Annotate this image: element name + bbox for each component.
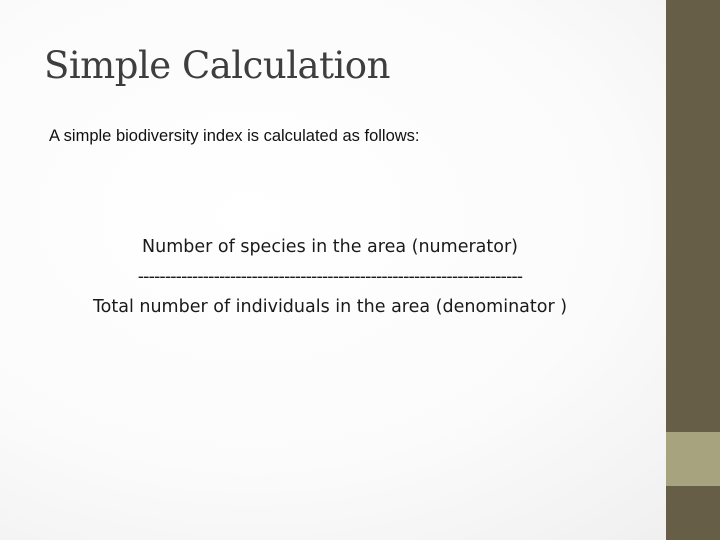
formula-block [0, 232, 660, 322]
slide-title: Simple Calculation [44, 44, 390, 87]
formula-denominator: Total number of individuals in the area (denominator ) [92, 297, 568, 317]
formula-divider: ----------------------------------------------------------------------- [137, 267, 523, 287]
decorative-sidebar-accent [666, 432, 720, 486]
formula-numerator: Number of species in the area (numerator) [142, 237, 518, 257]
intro-text: A simple biodiversity index is calculated as follows: [49, 127, 420, 145]
